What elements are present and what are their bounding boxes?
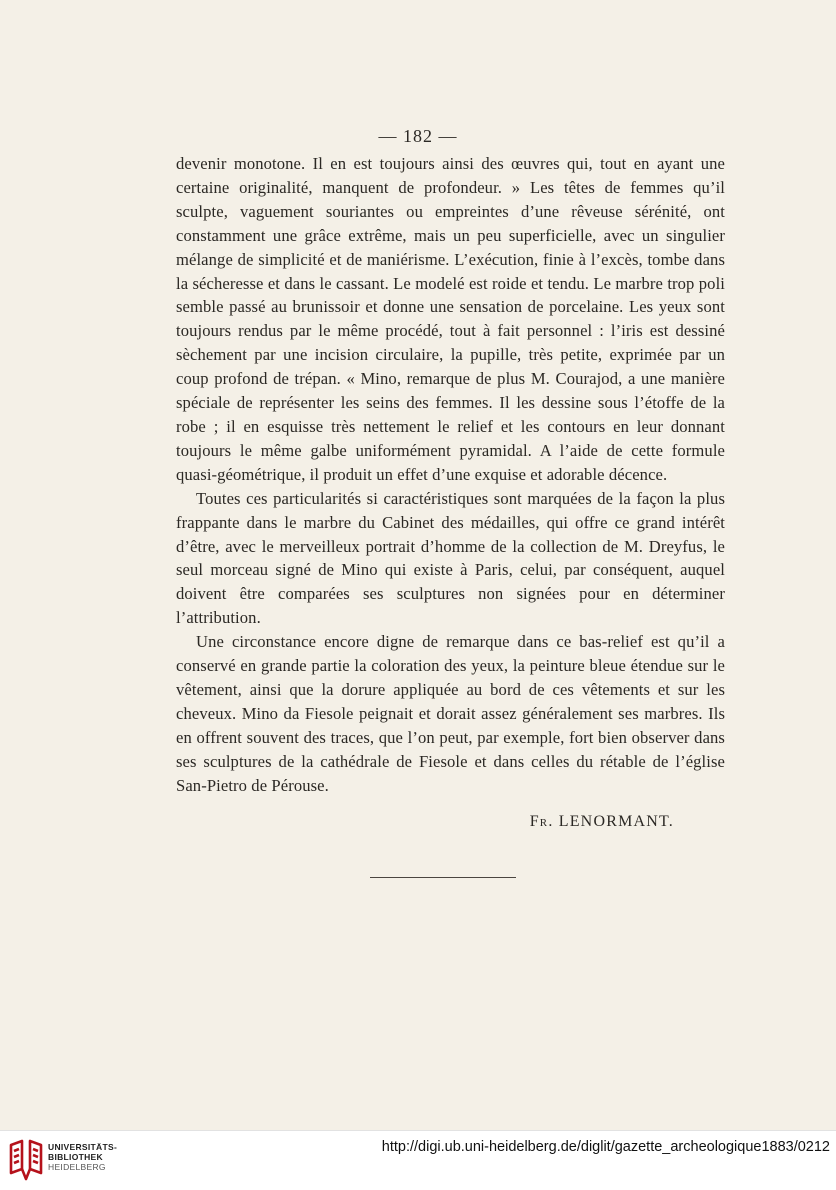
library-name-line-3: HEIDELBERG [48, 1162, 106, 1172]
library-name-line-1: UNIVERSITÄTS- [48, 1142, 118, 1152]
library-name-line-2: BIBLIOTHEK [48, 1152, 103, 1162]
source-url-link[interactable]: http://digi.ub.uni-heidelberg.de/diglit/gazette_archeologique1883/0212 [381, 1139, 830, 1155]
page-number: — 182 — [378, 126, 458, 146]
university-library-logo-icon[interactable] [8, 1139, 44, 1181]
section-divider [370, 877, 516, 878]
footer-bar [0, 1130, 836, 1190]
paragraph-3: Une circonstance encore digne de remarque dans ce bas-relief est qu’il a conservé en grande partie la coloration des yeux, la peinture bleue étendue sur le vêtement, ainsi que la dorure appliquée au bord de ces vêtements et sur les cheveux. Mino da Fiesole peignait et dorait assez généralement ses marbres. Ils en offrent souvent des traces, que l’on peut, par exemple, fort bien observer dans ses sculptures de la cathédrale de Fiesole et dans celles du rétable de l’église San-Pietro de Pérouse. [176, 632, 725, 795]
author-signature: Fr. LENORMANT. [529, 813, 674, 830]
library-name [48, 1142, 117, 1172]
paragraph-2: Toutes ces particularités si caractéristiques sont marquées de la façon la plus frappante dans le marbre du Cabinet des médailles, qui offre ce grand intérêt d’être, avec le merveilleux portrait d’homme de la collection de M. Dreyfus, le seul morceau signé de Mino qui existe à Paris, celui, par conséquent, auquel doivent être comparées ses sculptures non signées pour en déterminer l’attribution. [176, 488, 725, 628]
body-text [176, 152, 725, 797]
paragraph-1: devenir monotone. Il en est toujours ainsi des œuvres qui, tout en ayant une certaine originalité, manquent de profondeur. » Les têtes de femmes qu’il sculpte, vaguement souriantes ou empreintes d’une rêveuse sérénité, ont constamment une grâce extrême, mais un peu superficielle, avec un singulier mélange de simplicité et de maniérisme. L’exécution, finie à l’excès, tombe dans la sécheresse et dans le cassant. Le modelé est roide et tendu. Le marbre trop poli semble passé au brunissoir et donne une sensation de porcelaine. Les yeux sont toujours rendus par le même procédé, tout à fait personnel : l’iris est dessiné sèchement par une incision circulaire, la pupille, très petite, exprimée par un coup profond de trépan. « Mino, remarque de plus M. Courajod, a une manière spéciale de représenter les seins des femmes. Il les dessine sous l’étoffe de la robe ; il en esquisse très nettement le relief et les contours en leur donnant toujours le même galbe uniformément pyramidal. A l’aide de cette formule quasi-géométrique, il produit un effet d’une exquise et adorable décence. [176, 154, 725, 484]
